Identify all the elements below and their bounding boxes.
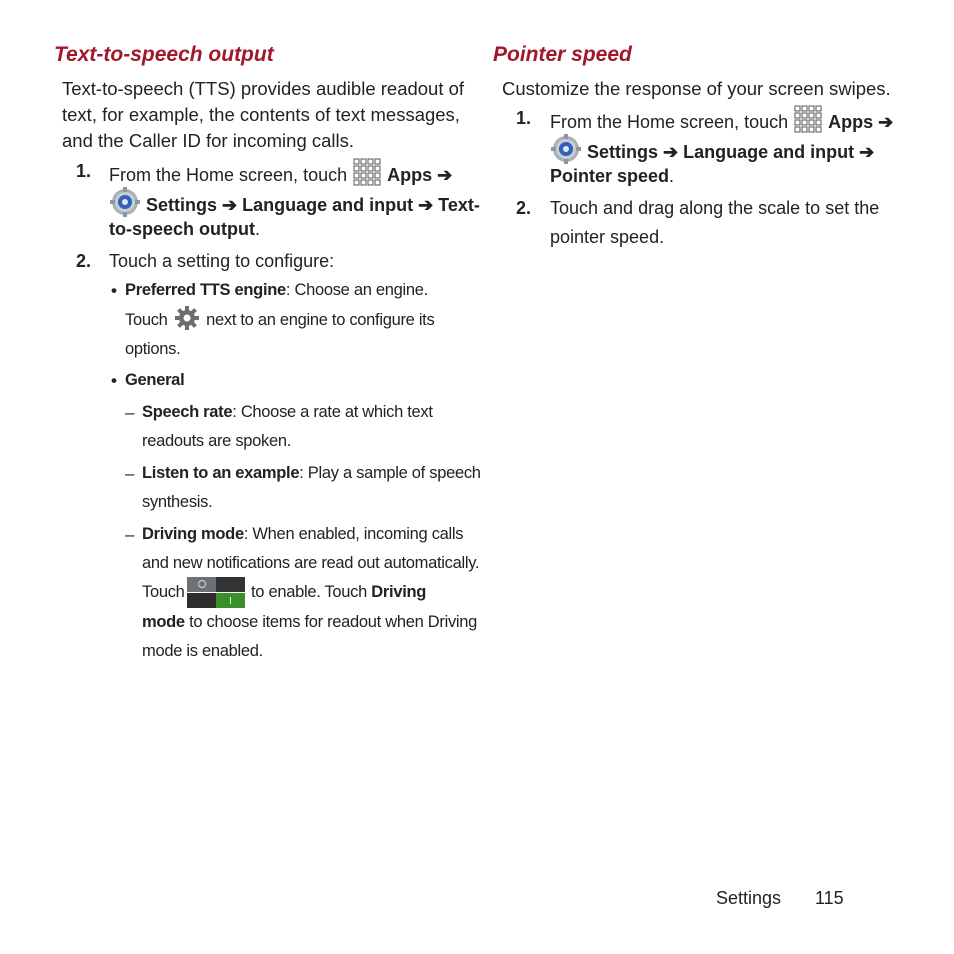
settings-path: Settings ➔ Language and input ➔ [587,142,875,162]
bullet-label: Preferred TTS engine [125,281,286,299]
page-number: 115 [815,888,844,908]
on-off-toggle-icon [187,577,245,608]
sub-text: to enable. Touch [251,583,367,601]
period: . [255,219,261,239]
sub-item [142,398,433,427]
dash-marker: – [125,525,135,544]
bullet-item [125,276,428,305]
section-heading-tts: Text-to-speech output [54,43,274,66]
sub-item [142,520,463,549]
sub-line [142,608,477,637]
pointer-intro: Customize the response of your screen swipes. [502,78,891,99]
sub-text: Touch [142,583,185,601]
period: . [669,166,675,186]
step-text-part: From the Home screen, touch [109,165,348,185]
sub-label: Driving [371,583,427,601]
sub-text: to choose items for readout when Driving [189,613,478,631]
bullet-marker: • [111,371,117,390]
step-number: 1. [516,108,532,128]
step-text: Touch and drag along the scale to set the [550,198,880,218]
sub-label: Driving mode [142,525,244,543]
sub-text: : Choose a rate at which text [232,403,433,421]
tts-output-label: to-speech output [109,219,255,239]
sub-line: synthesis. [142,493,213,511]
step-number: 1. [76,161,92,181]
settings-path: Settings ➔ Language and input ➔ Text- [146,195,480,215]
pointer-speed-label: Pointer speed [550,166,670,186]
step-path-end [109,215,260,244]
apps-label: Apps ➔ [387,165,453,185]
dash-marker: – [125,403,135,422]
footer-section: Settings [716,888,782,908]
sub-label: mode [142,613,185,631]
sub-text: : Play a sample of speech [299,464,481,482]
bullet-text: next to an engine to configure its [206,311,435,329]
sub-line [251,578,426,607]
bullet-text: : Choose an engine. [285,281,428,299]
bullet-text: Touch [125,311,168,329]
step-number: 2. [516,198,532,218]
bullet-label: General [125,371,185,389]
step-number: 2. [76,251,92,271]
sub-text: : When enabled, incoming calls [243,525,464,543]
sub-line: mode is enabled. [142,642,263,660]
tts-intro-line-2: text, for example, the contents of text messages, [62,104,460,125]
bullet-marker: • [111,281,117,300]
section-heading-pointer: Pointer speed [493,43,632,66]
sub-label: Listen to an example [142,464,300,482]
sub-label: Speech rate [142,403,233,421]
dash-marker: – [125,464,135,483]
tts-intro-line-1: Text-to-speech (TTS) provides audible readout of [62,78,465,99]
sub-line: readouts are spoken. [142,432,292,450]
step-text-part: From the Home screen, touch [550,112,789,132]
apps-label: Apps ➔ [828,112,894,132]
sub-item [142,459,481,488]
step-text: pointer speed. [550,227,665,247]
tts-intro-line-3: and the Caller ID for incoming calls. [62,130,355,151]
step-text: Touch a setting to configure: [109,251,335,271]
bullet-line: options. [125,340,181,358]
sub-line: and new notifications are read out automatically. [142,554,480,572]
step-path-end [550,162,674,191]
